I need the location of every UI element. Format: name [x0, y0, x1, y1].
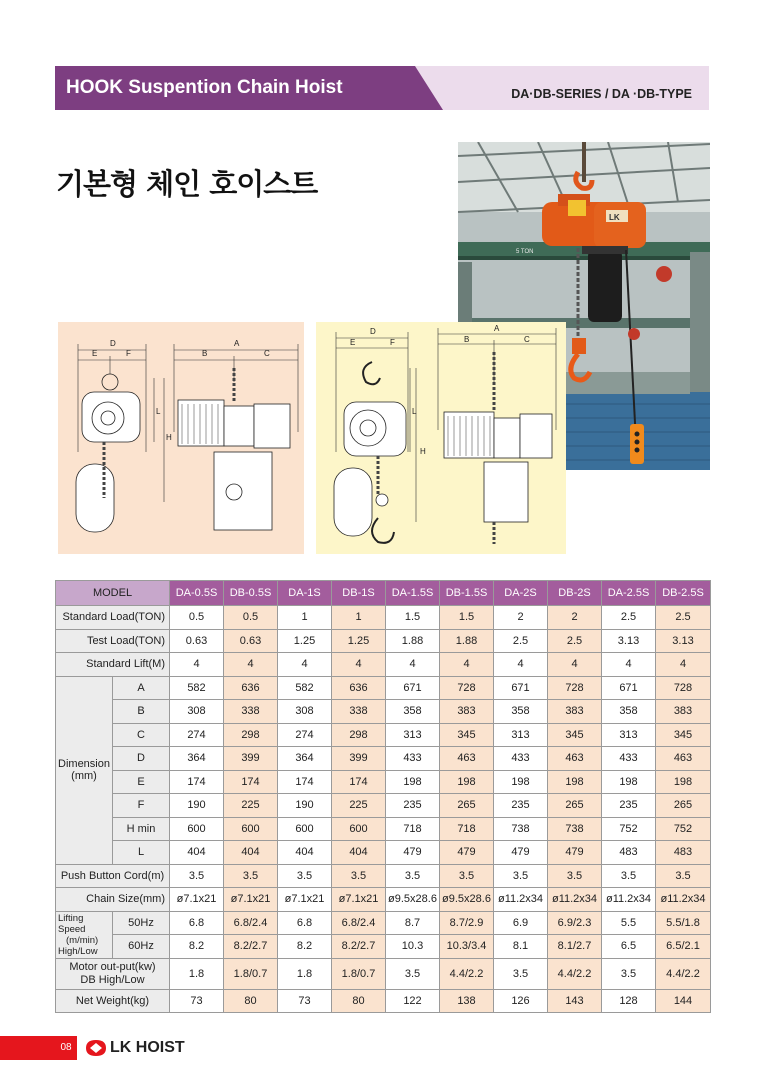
dimension-sub-label: C — [113, 723, 170, 747]
table-cell: 198 — [602, 770, 656, 794]
dim-label-d: D — [370, 327, 376, 336]
drawing-large-model — [316, 322, 566, 554]
korean-title: 기본형 체인 호이스트 — [56, 167, 318, 201]
dim-label-e: E — [350, 338, 356, 347]
table-cell: 2.5 — [656, 606, 711, 630]
brand-name: LK HOIST — [110, 1039, 185, 1056]
table-row — [56, 770, 711, 794]
table-cell: 1.8 — [170, 958, 224, 989]
table-cell: 404 — [224, 841, 278, 865]
row-label: Net Weight(kg) — [56, 989, 170, 1013]
table-cell: 225 — [332, 794, 386, 818]
dimension-label-line: Dimension — [58, 758, 110, 770]
table-cell: 4 — [440, 653, 494, 677]
table-cell: 433 — [386, 747, 440, 771]
table-cell: 1.5 — [386, 606, 440, 630]
table-cell: 463 — [656, 747, 711, 771]
table-cell: 2 — [494, 606, 548, 630]
table-row — [56, 989, 711, 1013]
table-cell: 600 — [224, 817, 278, 841]
table-cell: 4 — [278, 653, 332, 677]
table-cell: 338 — [224, 700, 278, 724]
table-cell: 174 — [170, 770, 224, 794]
table-cell: 6.9 — [494, 911, 548, 935]
model-header-cell: DA-1S — [278, 581, 332, 606]
table-cell: 313 — [494, 723, 548, 747]
table-cell: 483 — [656, 841, 711, 865]
frequency-label: 50Hz — [113, 911, 170, 935]
table-cell: 8.1/2.7 — [548, 935, 602, 959]
table-cell: 345 — [440, 723, 494, 747]
table-cell: 364 — [278, 747, 332, 771]
table-cell: 1 — [332, 606, 386, 630]
model-header-cell: DB-1S — [332, 581, 386, 606]
model-header-cell: DA-2S — [494, 581, 548, 606]
table-cell: 6.5/2.1 — [656, 935, 711, 959]
table-cell: ø11.2x34 — [602, 888, 656, 912]
dim-label-a: A — [494, 324, 500, 333]
table-cell: 174 — [332, 770, 386, 794]
table-cell: 8.1 — [494, 935, 548, 959]
table-cell: 1.88 — [386, 629, 440, 653]
table-cell: 144 — [656, 989, 711, 1013]
table-row — [56, 723, 711, 747]
table-cell: 265 — [440, 794, 494, 818]
table-cell: 2.5 — [548, 629, 602, 653]
table-cell: 80 — [224, 989, 278, 1013]
table-cell: 4 — [170, 653, 224, 677]
table-cell: 752 — [656, 817, 711, 841]
table-cell: 728 — [548, 676, 602, 700]
table-cell: 3.5 — [332, 864, 386, 888]
table-cell: 313 — [602, 723, 656, 747]
table-cell: 433 — [494, 747, 548, 771]
table-cell: 1.8 — [278, 958, 332, 989]
table-cell: 8.2 — [278, 935, 332, 959]
dim-label-e: E — [92, 349, 98, 358]
table-cell: 198 — [548, 770, 602, 794]
table-cell: ø7.1x21 — [332, 888, 386, 912]
lk-logo-icon — [84, 1038, 108, 1058]
table-cell: 345 — [656, 723, 711, 747]
table-row — [56, 606, 711, 630]
dimension-sub-label: H min — [113, 817, 170, 841]
table-cell: 5.5/1.8 — [656, 911, 711, 935]
table-cell: 198 — [656, 770, 711, 794]
table-cell: 1.25 — [278, 629, 332, 653]
table-cell: 3.5 — [602, 958, 656, 989]
dim-label-a: A — [234, 339, 240, 348]
table-cell: 3.5 — [656, 864, 711, 888]
table-cell: 4 — [386, 653, 440, 677]
table-row — [56, 700, 711, 724]
lifting-speed-label — [56, 911, 113, 958]
table-cell: ø11.2x34 — [656, 888, 711, 912]
table-cell: 3.13 — [602, 629, 656, 653]
table-cell: 198 — [386, 770, 440, 794]
table-row — [56, 794, 711, 818]
table-cell: 4.4/2.2 — [656, 958, 711, 989]
frequency-label: 60Hz — [113, 935, 170, 959]
table-cell: ø9.5x28.6 — [440, 888, 494, 912]
table-cell: 636 — [332, 676, 386, 700]
row-label: Chain Size(mm) — [56, 888, 170, 912]
table-cell: 463 — [440, 747, 494, 771]
table-cell: 383 — [656, 700, 711, 724]
model-header: MODEL — [56, 581, 170, 606]
dimension-sub-label: B — [113, 700, 170, 724]
table-cell: 143 — [548, 989, 602, 1013]
model-header-cell: DB-2S — [548, 581, 602, 606]
table-cell: 2.5 — [494, 629, 548, 653]
table-cell: 73 — [170, 989, 224, 1013]
dim-label-f: F — [390, 338, 395, 347]
table-cell: 404 — [332, 841, 386, 865]
table-cell: 3.5 — [548, 864, 602, 888]
table-cell: 2.5 — [602, 606, 656, 630]
table-cell: 4.4/2.2 — [548, 958, 602, 989]
table-row — [56, 747, 711, 771]
table-cell: 4 — [224, 653, 278, 677]
table-cell: 479 — [386, 841, 440, 865]
dim-label-b: B — [464, 335, 470, 344]
lifting-speed-label-line: (m/min) — [66, 934, 99, 946]
table-cell: ø7.1x21 — [278, 888, 332, 912]
table-cell: 404 — [278, 841, 332, 865]
table-row — [56, 653, 711, 677]
page-number: 08 — [55, 1036, 77, 1060]
table-cell: 6.8 — [278, 911, 332, 935]
dim-label-f: F — [126, 349, 131, 358]
lifting-speed-label-line: Lifting Speed — [58, 912, 86, 935]
table-cell: 1.88 — [440, 629, 494, 653]
table-cell: ø7.1x21 — [224, 888, 278, 912]
table-cell: 128 — [602, 989, 656, 1013]
table-cell: 6.5 — [602, 935, 656, 959]
table-row — [56, 911, 711, 935]
footer-bar — [0, 1036, 55, 1060]
table-cell: 6.8/2.4 — [224, 911, 278, 935]
header-series: DA·DB-SERIES / DA ·DB-TYPE — [511, 87, 692, 101]
table-cell: 8.7/2.9 — [440, 911, 494, 935]
dim-label-l: L — [156, 407, 161, 416]
table-cell: 3.5 — [494, 864, 548, 888]
motor-label-line: Motor out-put(kw) — [69, 960, 156, 973]
table-cell: 3.5 — [170, 864, 224, 888]
table-cell: 600 — [278, 817, 332, 841]
drawing-small-model — [58, 322, 304, 554]
table-cell: 671 — [386, 676, 440, 700]
table-cell: 8.7 — [386, 911, 440, 935]
table-row — [56, 841, 711, 865]
model-header-cell: DA-0.5S — [170, 581, 224, 606]
table-cell: 0.5 — [224, 606, 278, 630]
table-row — [56, 817, 711, 841]
table-cell: 3.5 — [224, 864, 278, 888]
table-cell: 10.3/3.4 — [440, 935, 494, 959]
table-cell: 8.2/2.7 — [224, 935, 278, 959]
table-cell: 274 — [278, 723, 332, 747]
model-header-cell: DA-2.5S — [602, 581, 656, 606]
table-cell: 198 — [494, 770, 548, 794]
table-cell: 358 — [386, 700, 440, 724]
motor-label — [56, 958, 170, 989]
table-cell: 1.25 — [332, 629, 386, 653]
table-cell: 274 — [170, 723, 224, 747]
table-cell: 600 — [170, 817, 224, 841]
dimension-sub-label: E — [113, 770, 170, 794]
table-cell: 463 — [548, 747, 602, 771]
table-cell: 313 — [386, 723, 440, 747]
row-label: Test Load(TON) — [56, 629, 170, 653]
dimension-sub-label: D — [113, 747, 170, 771]
table-cell: ø9.5x28.6 — [386, 888, 440, 912]
table-cell: 433 — [602, 747, 656, 771]
table-cell: 174 — [278, 770, 332, 794]
table-cell: 4 — [332, 653, 386, 677]
model-header-cell: DB-1.5S — [440, 581, 494, 606]
table-cell: ø11.2x34 — [494, 888, 548, 912]
table-cell: 80 — [332, 989, 386, 1013]
table-cell: 600 — [332, 817, 386, 841]
table-cell: 8.2 — [170, 935, 224, 959]
table-cell: 738 — [494, 817, 548, 841]
table-cell: 483 — [602, 841, 656, 865]
table-cell: 1.8/0.7 — [332, 958, 386, 989]
table-cell: 1 — [278, 606, 332, 630]
table-cell: 190 — [278, 794, 332, 818]
lifting-speed-label-line: High/Low — [58, 945, 98, 957]
table-cell: 2 — [548, 606, 602, 630]
table-cell: 225 — [224, 794, 278, 818]
table-cell: ø7.1x21 — [170, 888, 224, 912]
table-row — [56, 864, 711, 888]
table-cell: 671 — [602, 676, 656, 700]
table-cell: 3.5 — [602, 864, 656, 888]
table-row — [56, 935, 711, 959]
table-cell: 338 — [332, 700, 386, 724]
dimension-sub-label: A — [113, 676, 170, 700]
table-cell: 383 — [548, 700, 602, 724]
dimension-label — [56, 676, 113, 864]
table-cell: 728 — [656, 676, 711, 700]
dimension-sub-label: F — [113, 794, 170, 818]
table-cell: 479 — [494, 841, 548, 865]
table-cell: 1.8/0.7 — [224, 958, 278, 989]
table-cell: 4 — [656, 653, 711, 677]
dim-label-h: H — [420, 447, 426, 456]
table-cell: 308 — [278, 700, 332, 724]
dim-label-d: D — [110, 339, 116, 348]
model-row — [56, 581, 711, 606]
table-cell: 358 — [494, 700, 548, 724]
table-cell: 582 — [278, 676, 332, 700]
table-cell: 190 — [170, 794, 224, 818]
table-cell: 198 — [440, 770, 494, 794]
table-cell: 298 — [332, 723, 386, 747]
table-cell: 8.2/2.7 — [332, 935, 386, 959]
table-cell: 671 — [494, 676, 548, 700]
table-cell: 298 — [224, 723, 278, 747]
table-cell: 126 — [494, 989, 548, 1013]
table-cell: 364 — [170, 747, 224, 771]
table-cell: 358 — [602, 700, 656, 724]
table-row — [56, 676, 711, 700]
table-cell: 6.9/2.3 — [548, 911, 602, 935]
dim-label-c: C — [264, 349, 270, 358]
table-cell: 3.5 — [440, 864, 494, 888]
table-cell: 265 — [548, 794, 602, 818]
table-cell: 479 — [548, 841, 602, 865]
table-cell: 5.5 — [602, 911, 656, 935]
table-cell: 718 — [386, 817, 440, 841]
table-cell: 0.63 — [170, 629, 224, 653]
table-cell: 4 — [494, 653, 548, 677]
header-title: HOOK Suspention Chain Hoist — [66, 77, 343, 98]
table-cell: 308 — [170, 700, 224, 724]
table-cell: 479 — [440, 841, 494, 865]
motor-label-line: DB High/Low — [80, 973, 145, 986]
table-cell: 3.5 — [278, 864, 332, 888]
table-cell: 6.8/2.4 — [332, 911, 386, 935]
table-cell: 3.5 — [494, 958, 548, 989]
table-cell: 728 — [440, 676, 494, 700]
table-cell: 235 — [602, 794, 656, 818]
table-cell: 174 — [224, 770, 278, 794]
table-cell: 718 — [440, 817, 494, 841]
table-cell: 404 — [170, 841, 224, 865]
table-cell: 4 — [548, 653, 602, 677]
table-cell: 582 — [170, 676, 224, 700]
model-header-cell: DB-2.5S — [656, 581, 711, 606]
spec-table — [55, 580, 711, 1013]
dim-label-c: C — [524, 335, 530, 344]
table-cell: 10.3 — [386, 935, 440, 959]
table-cell: 265 — [656, 794, 711, 818]
table-cell: 235 — [386, 794, 440, 818]
table-cell: 4 — [602, 653, 656, 677]
table-cell: 345 — [548, 723, 602, 747]
dim-label-l: L — [412, 407, 417, 416]
table-cell: 235 — [494, 794, 548, 818]
table-row — [56, 629, 711, 653]
table-row — [56, 888, 711, 912]
table-row — [56, 958, 711, 989]
table-cell: 122 — [386, 989, 440, 1013]
model-header-cell: DB-0.5S — [224, 581, 278, 606]
row-label: Standard Lift(M) — [56, 653, 170, 677]
row-label: Push Button Cord(m) — [56, 864, 170, 888]
table-cell: 0.63 — [224, 629, 278, 653]
table-cell: 3.5 — [386, 864, 440, 888]
table-cell: 6.8 — [170, 911, 224, 935]
table-cell: ø11.2x34 — [548, 888, 602, 912]
table-cell: 0.5 — [170, 606, 224, 630]
table-cell: 399 — [224, 747, 278, 771]
table-cell: 738 — [548, 817, 602, 841]
table-cell: 3.13 — [656, 629, 711, 653]
table-cell: 636 — [224, 676, 278, 700]
dim-label-h: H — [166, 433, 172, 442]
dimension-sub-label: L — [113, 841, 170, 865]
table-cell: 383 — [440, 700, 494, 724]
table-cell: 138 — [440, 989, 494, 1013]
table-cell: 1.5 — [440, 606, 494, 630]
dimension-unit-line: (mm) — [71, 770, 97, 782]
table-cell: 752 — [602, 817, 656, 841]
svg-text:LK: LK — [609, 213, 620, 222]
dim-label-b: B — [202, 349, 208, 358]
row-label: Standard Load(TON) — [56, 606, 170, 630]
table-cell: 399 — [332, 747, 386, 771]
crane-sign: 5 TON — [516, 249, 534, 255]
table-cell: 73 — [278, 989, 332, 1013]
table-cell: 4.4/2.2 — [440, 958, 494, 989]
model-header-cell: DA-1.5S — [386, 581, 440, 606]
table-cell: 3.5 — [386, 958, 440, 989]
